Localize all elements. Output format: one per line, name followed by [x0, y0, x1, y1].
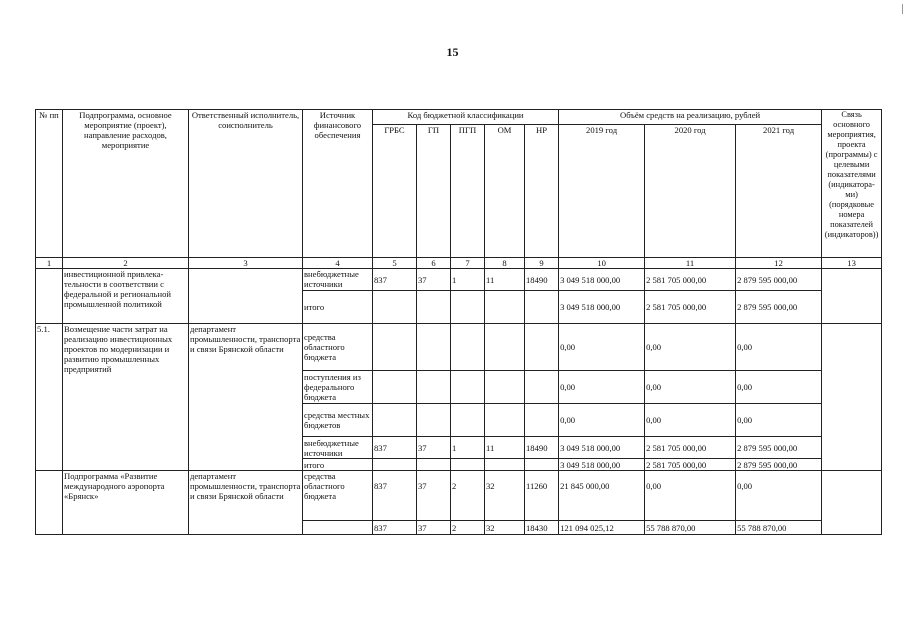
value-2019: 0,00 — [559, 404, 645, 437]
value-2020: 0,00 — [645, 404, 736, 437]
np-cell: 18430 — [525, 521, 559, 535]
gp-cell: 37 — [417, 269, 451, 291]
responsible-cell: департамент промышленности, транспорта и связи Брянской области — [189, 471, 303, 535]
table-row — [36, 324, 882, 371]
empty-cell — [417, 459, 451, 471]
empty-cell — [373, 459, 417, 471]
total-2021: 2 879 595 000,00 — [736, 459, 822, 471]
empty-cell — [451, 291, 485, 324]
budget-table — [35, 109, 882, 535]
source-total: итого — [303, 459, 373, 471]
om-cell: 32 — [485, 471, 525, 521]
page-number: 15 — [446, 45, 459, 59]
header-link: Связь основного мероприятия, проекта (программы) с целевыми показателями (индикатора-ми) (порядковые номера показателей (индикаторов)) — [822, 110, 882, 258]
header-2020: 2020 год — [645, 125, 736, 258]
value-2021: 2 879 595 000,00 — [736, 437, 822, 459]
total-2020: 2 581 705 000,00 — [645, 291, 736, 324]
total-2019: 3 049 518 000,00 — [559, 291, 645, 324]
link-cell — [822, 324, 882, 471]
col-number-8: 8 — [485, 258, 525, 269]
value-2019: 21 845 000,00 — [559, 471, 645, 521]
value-2019: 3 049 518 000,00 — [559, 437, 645, 459]
header-2019: 2019 год — [559, 125, 645, 258]
om-cell: 11 — [485, 437, 525, 459]
source-cell: средства областного бюджета — [303, 471, 373, 521]
pgp-cell: 2 — [451, 471, 485, 521]
subprogram-text: инвестиционной привлека-тельности в соответствии с федеральной и региональной промышленной политикой — [63, 269, 189, 324]
np-cell: 18490 — [525, 437, 559, 459]
empty-cell — [417, 324, 451, 371]
value-2021: 2 879 595 000,00 — [736, 269, 822, 291]
source-total: итого — [303, 291, 373, 324]
empty-cell — [417, 404, 451, 437]
empty-cell — [525, 291, 559, 324]
table-row — [36, 471, 882, 521]
header-volume: Объём средств на реализацию, рублей — [559, 110, 822, 125]
header-gp: ГП — [417, 125, 451, 258]
subprogram-text: Подпрограмма «Развитие международного аэропорта «Брянск» — [63, 471, 189, 535]
empty-cell — [485, 324, 525, 371]
empty-cell — [373, 404, 417, 437]
col-number-6: 6 — [417, 258, 451, 269]
responsible-cell — [189, 269, 303, 324]
col-number-1: 1 — [36, 258, 63, 269]
value-2020: 0,00 — [645, 371, 736, 404]
empty-cell — [485, 291, 525, 324]
empty-cell — [417, 291, 451, 324]
grbs-cell: 837 — [373, 471, 417, 521]
source-cell: внебюджетные источники — [303, 269, 373, 291]
empty-cell — [303, 521, 373, 535]
column-number-row — [36, 258, 882, 269]
value-2019: 0,00 — [559, 371, 645, 404]
empty-cell — [485, 459, 525, 471]
responsible-cell: департамент промышленности, транспорта и связи Брянской области — [189, 324, 303, 471]
table-row — [36, 269, 882, 291]
header-om: ОМ — [485, 125, 525, 258]
value-2020: 0,00 — [645, 324, 736, 371]
header-responsible: Ответственный исполнитель, соисполнитель — [189, 110, 303, 258]
empty-cell — [373, 291, 417, 324]
empty-cell — [525, 459, 559, 471]
value-2020: 55 788 870,00 — [645, 521, 736, 535]
header-budget-code: Код бюджетной классификации — [373, 110, 559, 125]
grbs-cell: 837 — [373, 269, 417, 291]
col-number-2: 2 — [63, 258, 189, 269]
header-source: Источник финансового обеспечения — [303, 110, 373, 258]
scan-mark — [902, 4, 903, 14]
empty-cell — [485, 371, 525, 404]
col-number-4: 4 — [303, 258, 373, 269]
link-cell — [822, 269, 882, 324]
total-2020: 2 581 705 000,00 — [645, 459, 736, 471]
source-cell: средства областного бюджета — [303, 324, 373, 371]
row-num: 5.1. — [36, 324, 63, 471]
empty-cell — [417, 371, 451, 404]
header-row-1 — [36, 110, 882, 125]
subprogram-text: Возмещение части затрат на реализацию инвестиционных проектов по модернизации и развитию промышленных предприятий — [63, 324, 189, 471]
empty-cell — [485, 404, 525, 437]
source-cell: средства местных бюджетов — [303, 404, 373, 437]
empty-cell — [373, 324, 417, 371]
col-number-7: 7 — [451, 258, 485, 269]
header-2021: 2021 год — [736, 125, 822, 258]
total-2021: 2 879 595 000,00 — [736, 291, 822, 324]
value-2019: 121 094 025,12 — [559, 521, 645, 535]
col-number-11: 11 — [645, 258, 736, 269]
header-num: № пп — [36, 110, 63, 258]
header-pgp: ПГП — [451, 125, 485, 258]
pgp-cell: 2 — [451, 521, 485, 535]
empty-cell — [525, 371, 559, 404]
np-cell: 11260 — [525, 471, 559, 521]
om-cell: 32 — [485, 521, 525, 535]
empty-cell — [525, 404, 559, 437]
gp-cell: 37 — [417, 437, 451, 459]
row-num — [36, 269, 63, 324]
source-cell: внебюджетные источники — [303, 437, 373, 459]
value-2020: 0,00 — [645, 471, 736, 521]
col-number-13: 13 — [822, 258, 882, 269]
empty-cell — [451, 324, 485, 371]
source-cell: поступления из федерального бюджета — [303, 371, 373, 404]
value-2019: 3 049 518 000,00 — [559, 269, 645, 291]
link-cell — [822, 471, 882, 535]
header-subprogram: Подпрограмма, основное мероприятие (проект), направление расходов, мероприятие — [63, 110, 189, 258]
value-2021: 55 788 870,00 — [736, 521, 822, 535]
value-2021: 0,00 — [736, 404, 822, 437]
header-grbs: ГРБС — [373, 125, 417, 258]
np-cell: 18490 — [525, 269, 559, 291]
value-2021: 0,00 — [736, 324, 822, 371]
empty-cell — [451, 459, 485, 471]
value-2020: 2 581 705 000,00 — [645, 437, 736, 459]
value-2020: 2 581 705 000,00 — [645, 269, 736, 291]
value-2021: 0,00 — [736, 471, 822, 521]
row-num — [36, 471, 63, 535]
total-2019: 3 049 518 000,00 — [559, 459, 645, 471]
om-cell: 11 — [485, 269, 525, 291]
gp-cell: 37 — [417, 521, 451, 535]
value-2021: 0,00 — [736, 371, 822, 404]
col-number-12: 12 — [736, 258, 822, 269]
value-2019: 0,00 — [559, 324, 645, 371]
empty-cell — [525, 324, 559, 371]
header-np: НР — [525, 125, 559, 258]
empty-cell — [451, 404, 485, 437]
empty-cell — [373, 371, 417, 404]
col-number-3: 3 — [189, 258, 303, 269]
col-number-10: 10 — [559, 258, 645, 269]
empty-cell — [451, 371, 485, 404]
col-number-5: 5 — [373, 258, 417, 269]
grbs-cell: 837 — [373, 521, 417, 535]
grbs-cell: 837 — [373, 437, 417, 459]
gp-cell: 37 — [417, 471, 451, 521]
pgp-cell: 1 — [451, 269, 485, 291]
col-number-9: 9 — [525, 258, 559, 269]
pgp-cell: 1 — [451, 437, 485, 459]
